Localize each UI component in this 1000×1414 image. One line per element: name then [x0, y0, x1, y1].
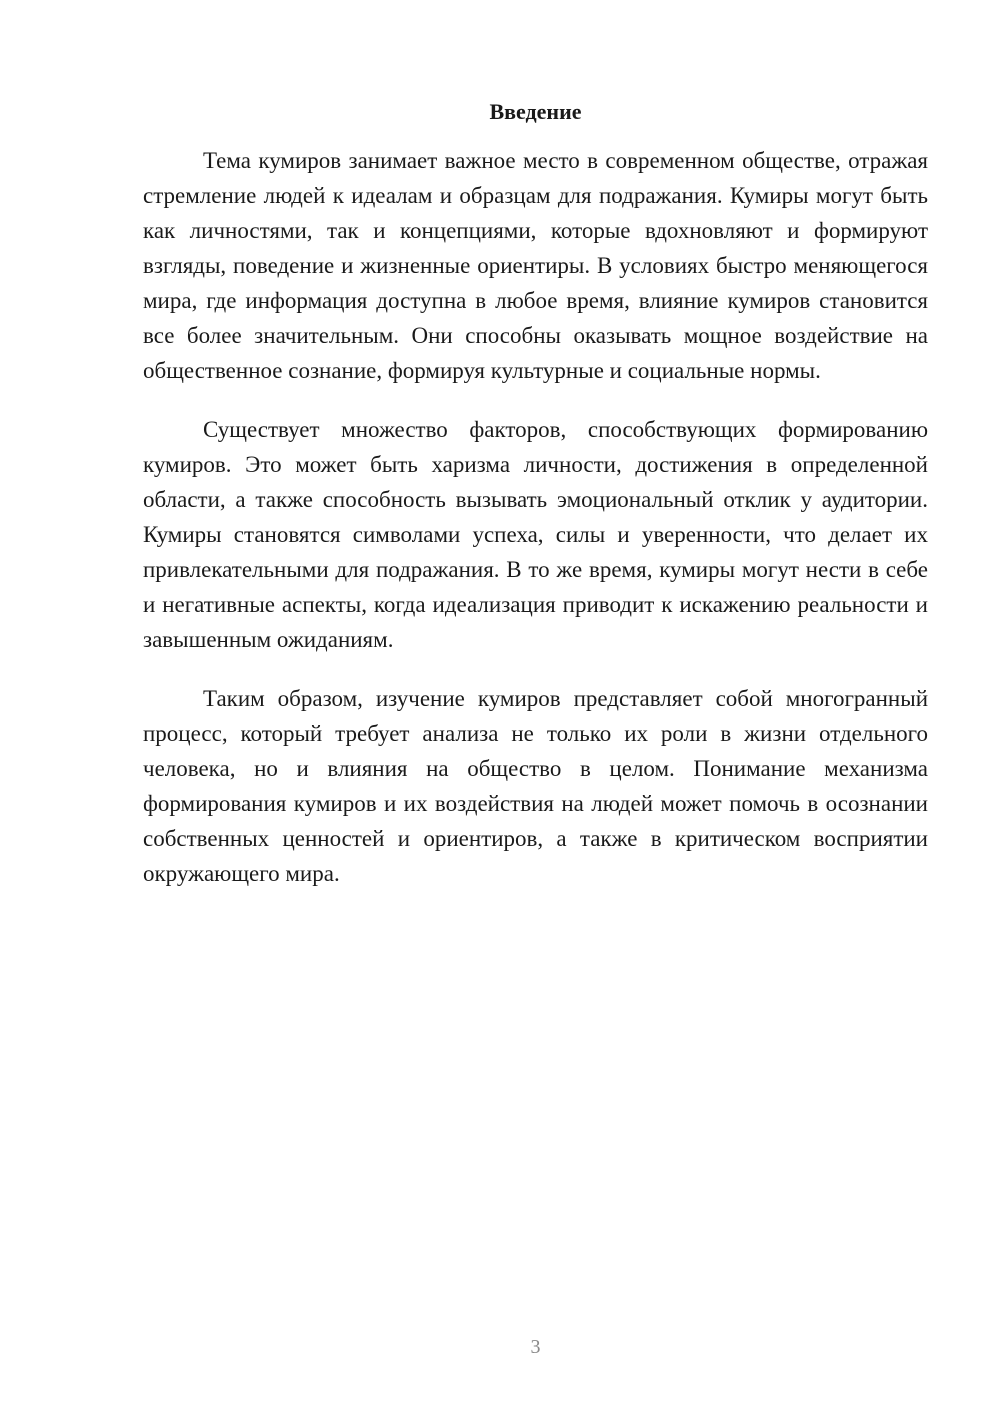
section-heading: Введение	[489, 99, 582, 124]
paragraph-2: Существует множество факторов, способствующих формированию кумиров. Это может быть харизма личности, достижения в определенной области, а также способность вызывать эмоциональный отклик у аудитории. Кумиры становятся символами успеха, силы и уверенности, что делает их привлекательными для подражания. В то же время, кумиры могут нести в себе и негативные аспекты, когда идеализация приводит к искажению реальности и завышенным ожиданиям.	[143, 417, 928, 652]
paragraph-1: Тема кумиров занимает важное место в современном обществе, отражая стремление людей к идеалам и образцам для подражания. Кумиры могут быть как личностями, так и концепциями, которые вдохновляют и формируют взгляды, поведение и жизненные ориентиры. В условиях быстро меняющегося мира, где информация доступна в любое время, влияние кумиров становится все более значительным. Они способны оказывать мощное воздействие на общественное сознание, формируя культурные и социальные нормы.	[143, 148, 928, 383]
paragraph-3: Таким образом, изучение кумиров представляет собой многогранный процесс, который требует анализа не только их роли в жизни отдельного человека, но и влияния на общество в целом. Понимание механизма формирования кумиров и их воздействия на людей может помочь в осознании собственных ценностей и ориентиров, а также в критическом восприятии окружающего мира.	[143, 686, 928, 886]
body-text	[143, 143, 928, 915]
document-page	[143, 0, 928, 1414]
page-number: 3	[530, 1336, 541, 1358]
